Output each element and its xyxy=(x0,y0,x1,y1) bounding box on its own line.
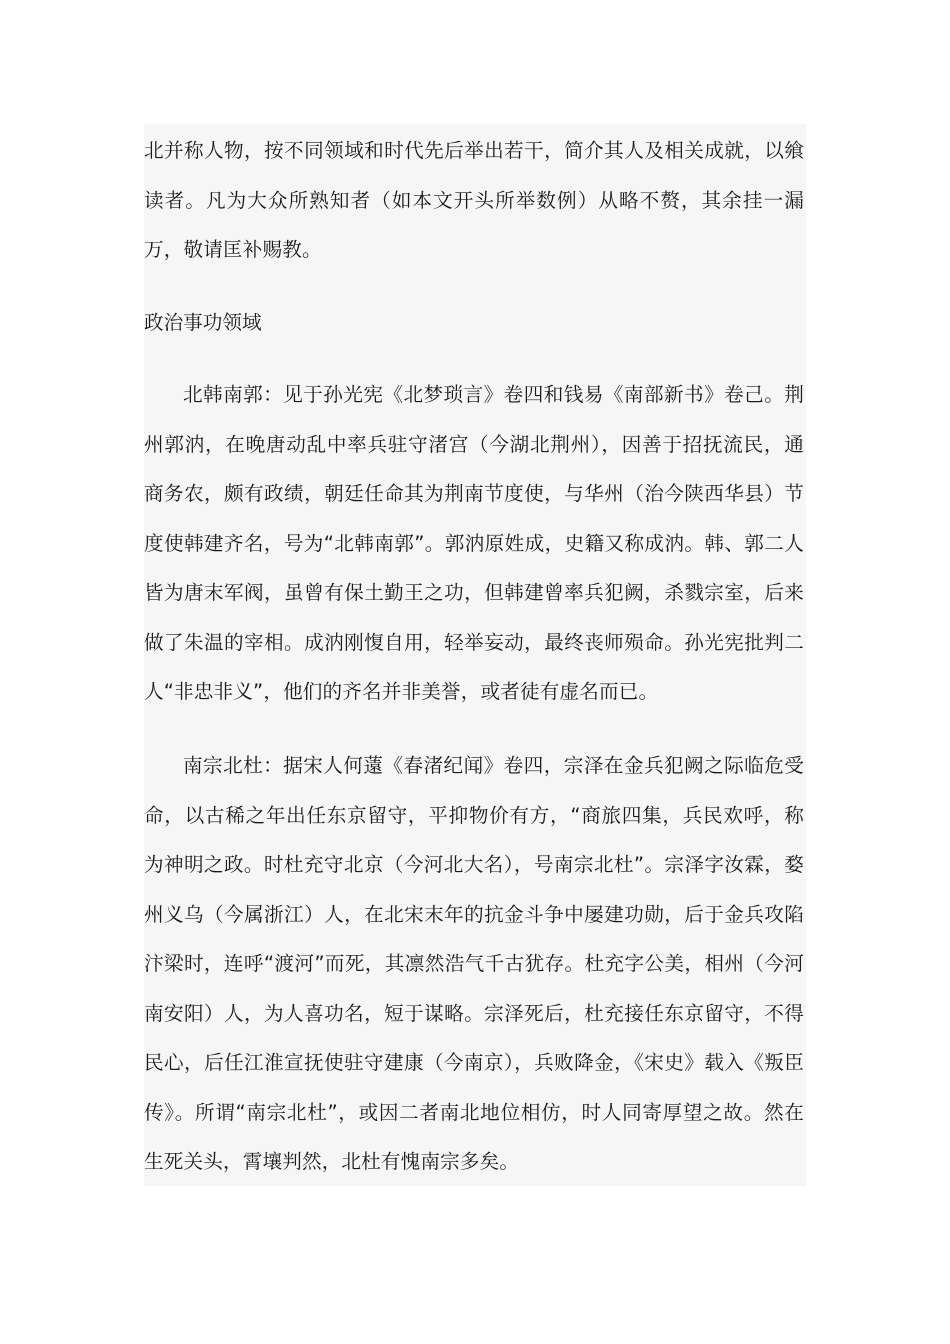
intro-paragraph: 北并称人物，按不同领域和时代先后举出若干，简介其人及相关成就，以飨读者。凡为大众所熟知者（如本文开头所举数例）从略不赘，其余挂一漏万，敬请匡补赐教。 xyxy=(144,139,804,261)
paragraph-bei-han-nan-guo: 北韩南郭：见于孙光宪《北梦琐言》卷四和钱易《南部新书》卷己。荆州郭汭，在晚唐动乱中率兵驻守渚宫（今湖北荆州），因善于招抚流民，通商务农，颇有政绩，朝廷任命其为荆南节度使，与华州（治今陕西华县）节度使韩建齐名，号为“北韩南郭”。郭汭原姓成，史籍又称成汭。韩、郭二人皆为唐末军阀，虽曾有保土勤王之功，但韩建曾率兵犯阙，杀戮宗室，后来做了朱温的宰相。成汭刚愎自用，轻举妄动，最终丧师殒命。孙光宪批判二人“非忠非义”，他们的齐名并非美誉，或者徒有虚名而已。 xyxy=(144,383,804,703)
paragraph-nan-zong-bei-du: 南宗北杜：据宋人何薳《春渚纪闻》卷四，宗泽在金兵犯阙之际临危受命，以古稀之年出任东京留守，平抑物价有方，“商旅四集，兵民欢呼，称为神明之政。时杜充守北京（今河北大名），号南宗北杜”。宗泽字汝霖，婺州义乌（今属浙江）人，在北宋末年的抗金斗争中屡建功勋，后于金兵攻陷汴梁时，连呼“渡河”而死，其凛然浩气千古犹存。杜充字公美，相州（今河南安阳）人，为人喜功名，短于谋略。宗泽死后，杜充接任东京留守，不得民心，后任江淮宣抚使驻守建康（今南京），兵败降金，《宋史》载入《叛臣传》。所谓“南宗北杜”，或因二者南北地位相仿，时人同寄厚望之故。然在生死关头，霄壤判然，北杜有愧南宗多矣。 xyxy=(144,754,804,1173)
section-heading: 政治事功领域 xyxy=(144,311,262,334)
